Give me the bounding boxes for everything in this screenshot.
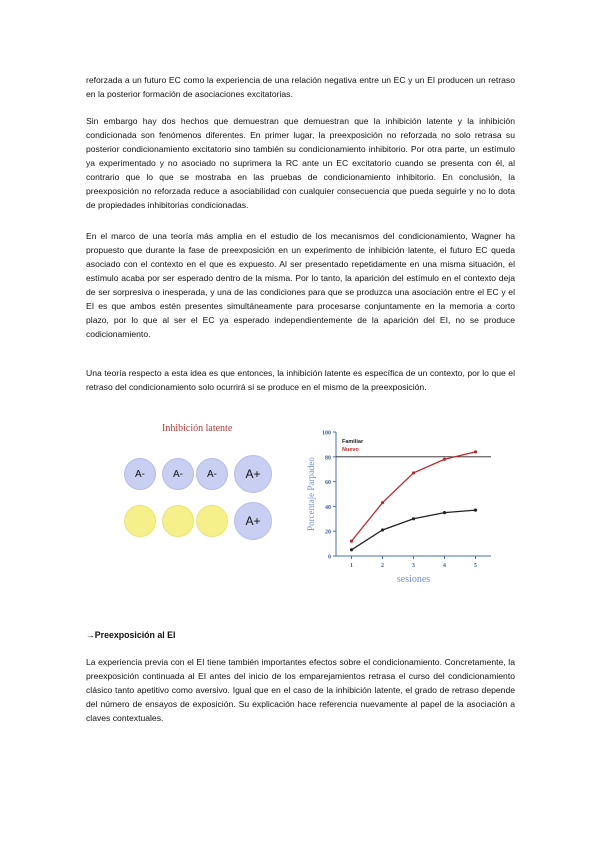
- paragraph-3: En el marco de una teoría más amplia en el estudio de los mecanismos del condicionamiento, Wagner ha propuesto que durante la fase de preexposición en un experimento de inhibición latente, el futuro EC queda asociado con el contexto en el que es expuesto. Al ser presentado repetidamente en una misma situación, el estímulo acaba por ser esperado dentro de la misma. Por lo tanto, la aparición del estímulo en el contexto deja de ser sorpresiva o inesperada, y una de las condiciones para que se produzca una asociación entre el EC y el EI es que ambos estén presentes simultáneamente para procesarse conjuntamente en la memoria a corto plazo, por lo que al ser el EC ya esperado independientemente de la aparición del EI, no se produce codicionamiento.: [86, 231, 515, 339]
- data-point: [474, 450, 477, 453]
- x-tick-label: 3: [412, 563, 415, 569]
- series-line-2: [352, 452, 476, 541]
- line-chart: [301, 424, 516, 599]
- section-heading: →Preexposición al EI: [86, 630, 176, 640]
- legend-label: Familiar: [342, 439, 364, 445]
- y-tick-label: 0: [328, 554, 331, 561]
- latent-inhibition-figure: [118, 420, 508, 595]
- data-point: [350, 548, 353, 551]
- series-line-1: [352, 510, 476, 550]
- circle-a-minus-3: A-: [196, 458, 228, 490]
- x-tick-label: 4: [443, 563, 446, 569]
- paragraph-2: Sin embargo hay dos hechos que demuestran que demuestran que la inhibición latente y la inhibición condicionada son fenómenos diferentes. En primer lugar, la preexposición no reforzada no solo retrasa su posterior condicionamiento excitatorio sino también su condicionamiento inhibitorio. Por otra parte, un estímulo ya experimentado y no asociado no suprimera la RC ante un EC excitatorio cuando se presenta con él, al contrario que lo que se mostraba en las pruebas de condicionamiento inhibitorio. En conclusión, la preexposición no reforzada reduce a asociabilidad con cualquier consecuencia que pueda seguirle y no lo dota de propiedades inhibitorias condicionadas.: [86, 116, 515, 210]
- data-point: [412, 517, 415, 520]
- data-point: [443, 511, 446, 514]
- x-axis-label: sesiones: [396, 574, 431, 585]
- x-tick-label: 1: [350, 563, 353, 569]
- x-tick-label: 5: [474, 563, 477, 569]
- y-tick-label: 100: [322, 430, 331, 437]
- yellow-circle-1: [124, 505, 156, 537]
- data-point: [474, 509, 477, 512]
- y-tick-label: 80: [325, 455, 331, 462]
- data-point: [443, 458, 446, 461]
- data-point: [381, 528, 384, 531]
- x-tick-label: 2: [381, 563, 384, 569]
- y-axis-label: Porcentaje Parpadeo: [306, 457, 316, 531]
- circle-a-minus-1: A-: [124, 458, 156, 490]
- data-point: [412, 471, 415, 474]
- circle-a-plus-2: A+: [234, 502, 272, 540]
- paragraph-4: Una teoría respecto a esta idea es que entonces, la inhibición latente es específica de un contexto, por lo que el retraso del condicionamiento solo ocurrirá si se produce en el mismo de la preexposición.: [86, 368, 515, 392]
- legend-label: Nuevo: [342, 447, 359, 453]
- figure-title: Inhibición latente: [162, 423, 233, 434]
- paragraph-5: La experiencia previa con el EI tiene también importantes efectos sobre el condicionamiento. Concretamente, la preexposición continuada al EI antes del inicio de los emparejamientos retrasa el curso del condicionamiento clásico tanto apetitivo como aversivo. Igual que en el caso de la inhibición latente, el grado de retraso depende del número de ensayos de exposición. Su explicación hace referencia nuevamente al papel de la asociación a claves contextuales.: [86, 657, 515, 723]
- circle-a-minus-2: A-: [162, 458, 194, 490]
- y-tick-label: 60: [325, 480, 331, 487]
- circle-a-plus-1: A+: [234, 455, 272, 493]
- y-tick-label: 20: [325, 529, 331, 536]
- stimulus-circles: [118, 420, 288, 550]
- yellow-circle-2: [162, 505, 194, 537]
- paragraph-1: reforzada a un futuro EC como la experiencia de una relación negativa entre un EC y un EI producen un retraso en la posterior formación de asociaciones excitatorias.: [86, 75, 515, 99]
- data-point: [350, 540, 353, 543]
- yellow-circle-3: [196, 505, 228, 537]
- y-tick-label: 40: [325, 504, 331, 511]
- data-point: [381, 501, 384, 504]
